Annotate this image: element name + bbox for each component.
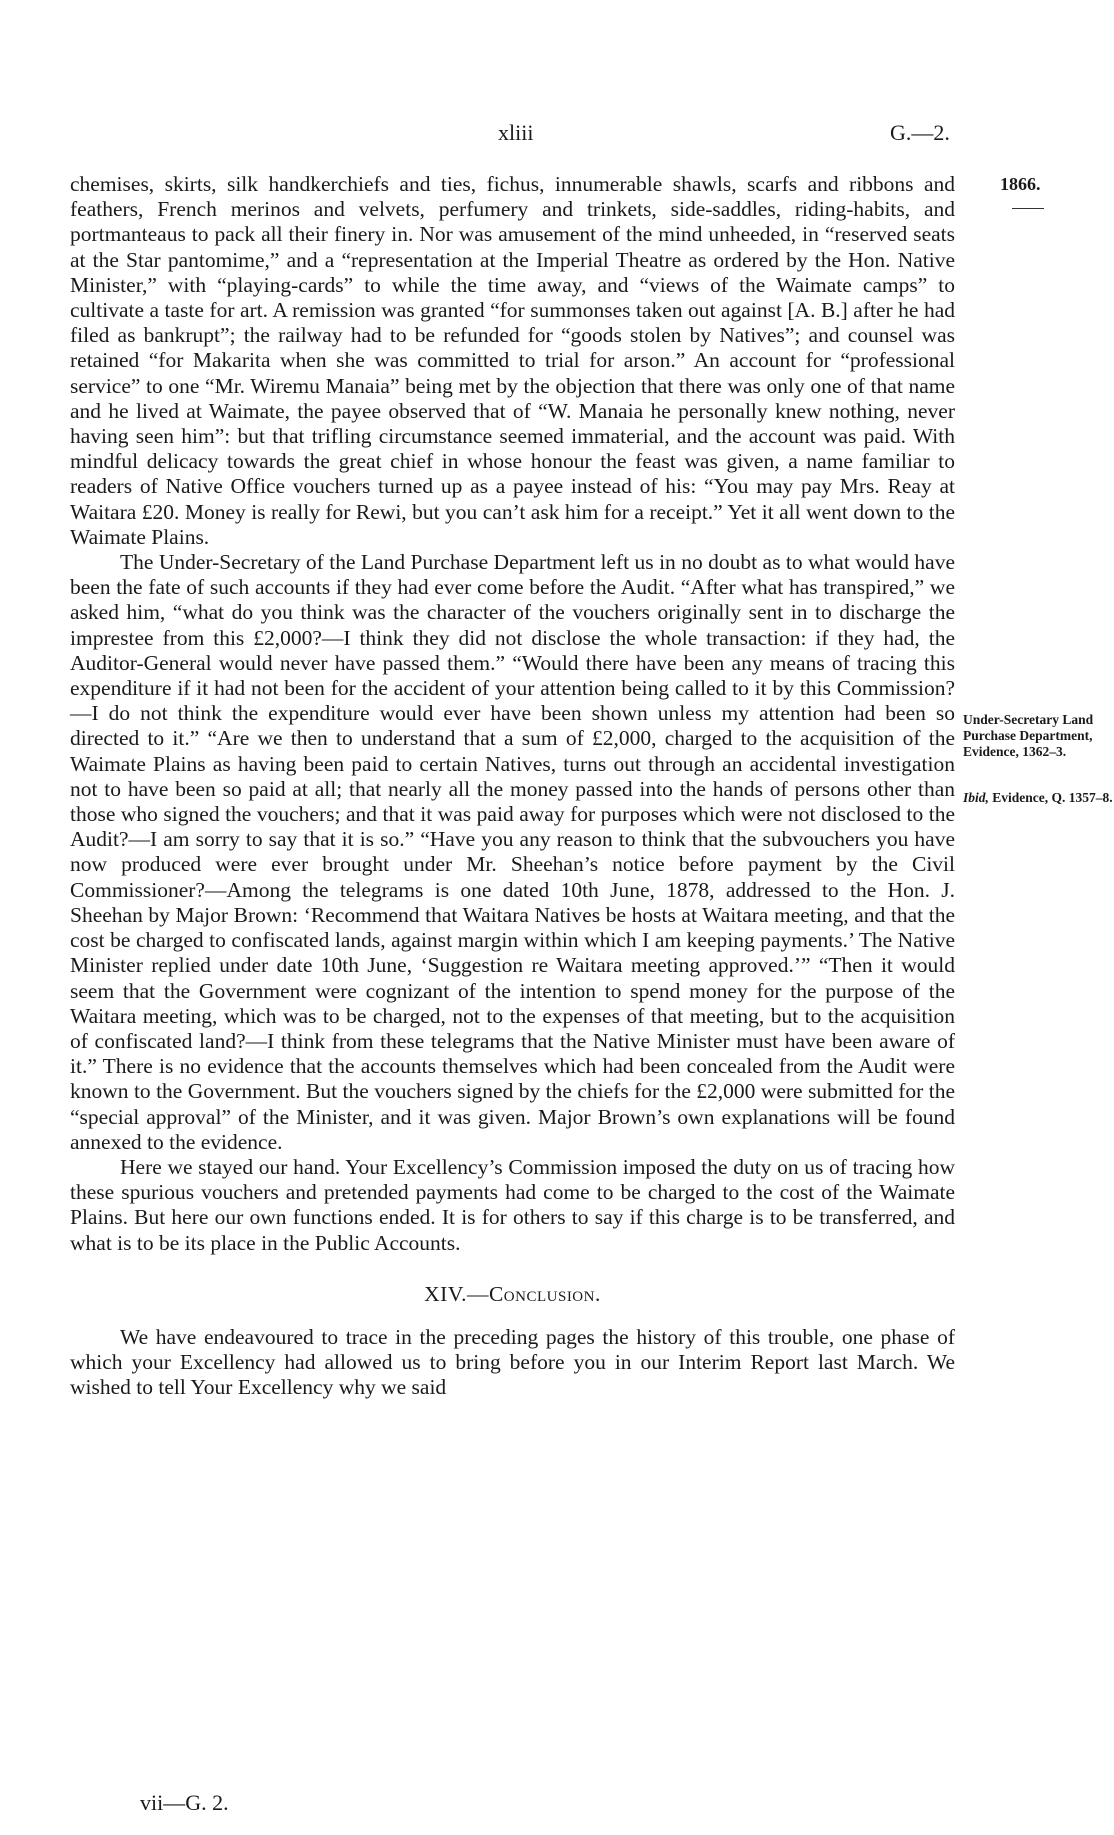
body-text (70, 172, 955, 1401)
series-code: G.—2. (890, 120, 950, 145)
margin-year: 1866. (1000, 174, 1041, 194)
margin-note-ibid-word: Ibid, (963, 790, 989, 805)
margin-note-ibid (963, 790, 1113, 806)
margin-note-ibid-rest: Evidence, Q. 1357–8. (992, 790, 1113, 805)
paragraph-2: The Under-Secretary of the Land Purchase Department left us in no doubt as to what would have been the fate of such accounts if they had ever come before the Audit. “After what has transpired,” we asked him, “what do you think was the character of the vouchers originally sent in to discharge the imprestee from this £2,000?—I think they did not disclose the whole transaction: if they had, the Auditor-General would never have passed them.” “Would there have been any means of tracing this expenditure if it had not been for the accident of your attention being called to it by this Commission?—I do not think the expenditure would ever have been shown unless my attention had been so directed to it.” “Are we then to understand that a sum of £2,000, charged to the acquisition of the Waimate Plains as having been paid to certain Natives, turns out through an accidental investigation not to have been so paid at all; that nearly all the money passed into the hands of persons other than those who signed the vouchers; and that it was paid away for purposes which were not disclosed to the Audit?—I am sorry to say that it is so.” “Have you any reason to think that the subvouchers you have now produced were ever brought under Mr. Sheehan’s notice before payment by the Civil Commissioner?—Among the telegrams is one dated 10th June, 1878, addressed to the Hon. J. Sheehan by Major Brown: ‘Recommend that Waitara Natives be hosts at Waitara meeting, and that the cost be charged to confiscated lands, against margin within which I am keeping payments.’ The Native Minister replied under date 10th June, ‘Suggestion re Waitara meeting approved.’” “Then it would seem that the Government were cognizant of the intention to spend money for the purpose of the Waitara meeting, which was to be charged, not to the expenses of that meeting, but to the acquisition of confiscated land?—I think from these telegrams that the Native Minister must have been aware of it.” There is no evidence that the accounts themselves which had been concealed from the Audit were known to the Government. But the vouchers signed by the chiefs for the £2,000 were submitted for the “special approval” of the Minister, and it was given. Major Brown’s own explanations will be found annexed to the evidence. (70, 550, 955, 1154)
paragraph-4: We have endeavoured to trace in the preceding pages the history of this trouble, one phase of which your Excellency had allowed us to bring before you in our Interim Report last March. We wished to tell Your Excellency why we said (70, 1324, 955, 1400)
signature-code: vii—G. 2. (140, 1790, 229, 1815)
margin-year-rule (1012, 208, 1044, 209)
paragraph-1: chemises, skirts, silk handkerchiefs and ties, fichus, innumerable shawls, scarfs and ribbons and feathers, French merinos and velvets, perfumery and trinkets, side-saddles, riding-habits, and portmanteaus to pack all their finery in. Nor was amusement of the mind unheeded, in “reserved seats at the Star pantomime,” and a “representation at the Imperial Theatre as ordered by the Hon. Native Minister,” with “playing-cards” to while the time away, and “views of the Waimate camps” to cultivate a taste for art. A remission was granted “for summonses taken out against [A. B.] after he had filed as bankrupt”; the railway had to be refunded for “goods stolen by Natives”; and counsel was retained “for Makarita when she was committed to trial for arson.” An account for “professional service” to one “Mr. Wiremu Manaia” being met by the objection that there was only one of that name and he lived at Waimate, the payee observed that of “W. Manaia he personally knew nothing, never having seen him”: but that trifling circumstance seemed immaterial, and the account was paid. With mindful delicacy towards the great chief in whose honour the feast was given, a name familiar to readers of Native Office vouchers turned up as a payee instead of his: “You may pay Mrs. Reay at Waitara £20. Money is really for Rewi, but you can’t ask him for a receipt.” Yet it all went down to the Waimate Plains. (70, 172, 955, 549)
section-heading (70, 1282, 955, 1307)
page-number: xliii (498, 120, 534, 145)
paragraph-3: Here we stayed our hand. Your Excellency’s Commission imposed the duty on us of tracing how these spurious vouchers and pretended payments had come to be charged to the cost of the Waimate Plains. But here our own functions ended. It is for others to say if this charge is to be transferred, and what is to be its place in the Public Accounts. (70, 1154, 955, 1255)
margin-note-under-secretary: Under-Secretary Land Purchase Department, Evidence, 1362–3. (963, 712, 1094, 759)
section-heading-title: Conclusion. (488, 1281, 601, 1306)
section-heading-number: XIV.— (424, 1281, 489, 1306)
